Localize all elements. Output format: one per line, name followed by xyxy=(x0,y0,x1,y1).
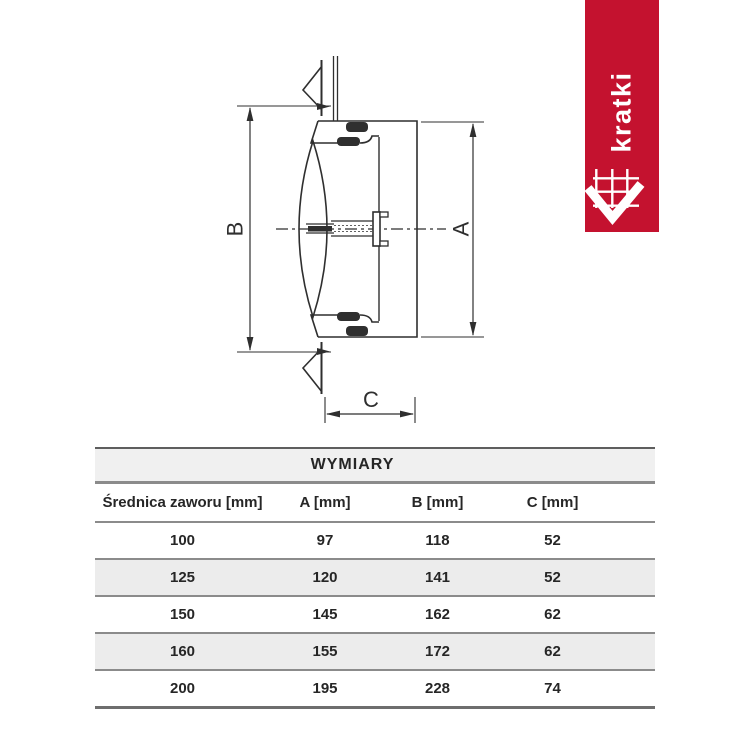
cell-diameter: 125 xyxy=(95,559,270,596)
table-row xyxy=(95,559,655,596)
cell-b: 162 xyxy=(380,596,495,633)
cell-c: 52 xyxy=(495,522,610,559)
dim-label-a: A xyxy=(448,221,474,237)
spacer-cell xyxy=(610,483,655,523)
bottom-spring-clip xyxy=(303,348,322,392)
cell-b: 118 xyxy=(380,522,495,559)
dim-b-arrow-bottom xyxy=(247,337,254,351)
dim-label-c: C xyxy=(363,387,379,412)
dim-b-arrow-top xyxy=(247,107,254,121)
table-title-row xyxy=(95,448,655,483)
spacer-cell xyxy=(610,633,655,670)
top-spring-clip xyxy=(303,66,322,110)
dimensions-table xyxy=(95,447,655,709)
column-header-diameter: Średnica zaworu [mm] xyxy=(95,483,270,523)
bottom-seal-2 xyxy=(337,312,360,321)
table-row xyxy=(95,596,655,633)
cell-diameter: 160 xyxy=(95,633,270,670)
table-header-row xyxy=(95,483,655,523)
cell-c: 74 xyxy=(495,670,610,708)
cell-c: 62 xyxy=(495,633,610,670)
hub-bracket-tab-top xyxy=(380,212,388,217)
cell-diameter: 100 xyxy=(95,522,270,559)
table-row xyxy=(95,522,655,559)
dim-label-b: B xyxy=(222,221,248,237)
kratki-logo-text: kratki xyxy=(606,71,637,153)
top-seal xyxy=(346,122,368,132)
spacer-cell xyxy=(610,670,655,708)
stem-thread xyxy=(308,226,332,232)
cell-a: 97 xyxy=(270,522,380,559)
hub-bracket xyxy=(373,212,380,246)
spacer-cell xyxy=(610,596,655,633)
cell-b: 172 xyxy=(380,633,495,670)
cell-c: 62 xyxy=(495,596,610,633)
dim-c-arrow-right xyxy=(400,411,414,418)
spacer-cell xyxy=(610,448,655,483)
cell-diameter: 150 xyxy=(95,596,270,633)
kratki-logo-icon xyxy=(585,158,659,230)
cell-b: 228 xyxy=(380,670,495,708)
cell-a: 120 xyxy=(270,559,380,596)
bottom-seal xyxy=(346,326,368,336)
dim-a-arrow-top xyxy=(470,123,477,137)
cell-a: 195 xyxy=(270,670,380,708)
column-header-a: A [mm] xyxy=(270,483,380,523)
spacer-cell xyxy=(610,559,655,596)
valve-cross-section-diagram xyxy=(170,40,530,440)
cell-b: 141 xyxy=(380,559,495,596)
dim-c-arrow-left xyxy=(326,411,340,418)
kratki-logo-banner xyxy=(585,0,659,232)
cell-a: 155 xyxy=(270,633,380,670)
hub-bracket-tab-bottom xyxy=(380,241,388,246)
spacer-cell xyxy=(610,522,655,559)
cell-c: 52 xyxy=(495,559,610,596)
table-title: WYMIARY xyxy=(95,448,610,483)
cell-diameter: 200 xyxy=(95,670,270,708)
column-header-c: C [mm] xyxy=(495,483,610,523)
column-header-b: B [mm] xyxy=(380,483,495,523)
table-row xyxy=(95,670,655,708)
table-row xyxy=(95,633,655,670)
top-seal-2 xyxy=(337,137,360,146)
top-duct-lines xyxy=(334,56,338,121)
cell-a: 145 xyxy=(270,596,380,633)
dim-a-arrow-bottom xyxy=(470,322,477,336)
